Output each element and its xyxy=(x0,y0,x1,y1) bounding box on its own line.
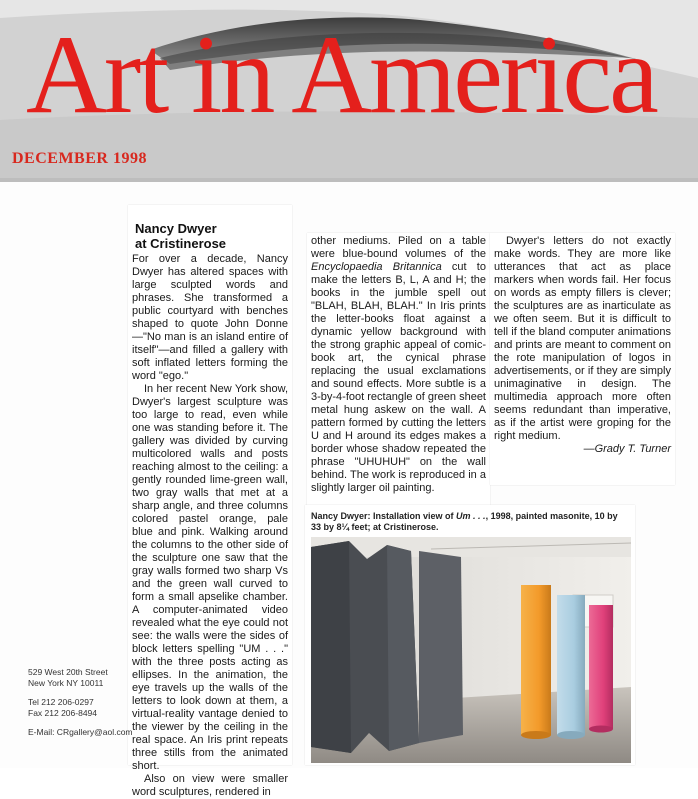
article-paragraph: Dwyer's letters do not exactly make words. They are more like utterances that act as place markers when words fail. Her focus on words as empty fillers is clever; the sculptures are as inarticulate as we often seem. But it is difficult to tell if the bland computer animations and prints are meant to comment on the rote manipulation of logos in advertisements, or if they are simply unimaginative in design. The multimedia approach more often seems redundant than imperative, as if the artist were groping for the right medium. xyxy=(494,235,671,442)
article-column-1 xyxy=(128,205,292,798)
gallery-email: E-Mail: CRgallery@aol.com xyxy=(28,727,133,737)
book-title: Encyclopaedia Britannica xyxy=(311,261,442,273)
paragraph-text: cut to make the letters B, L, A and H; the books in the jumble spell out "BLAH, BLAH, BLAH." In Iris prints the letter-books float against a dynamic yellow background with the strong graphic appeal of comic-book art, the cynical phrase replacing the usual exclamations and sound effects. More subtle is a 3-by-4-foot rectangle of green sheet metal hung askew on the wall. A pattern formed by cutting the letters U and H around its edges makes a border whose shadow repeated the phrase "UHUHUH" on the wall behind. The work is reproduced in a slightly larger oil painting. xyxy=(311,261,486,494)
gallery-fax: Fax 212 206-8494 xyxy=(28,708,97,718)
article-byline: —Grady T. Turner xyxy=(583,443,671,455)
article-paragraph: Also on view were smaller word sculptures, rendered in xyxy=(132,773,288,798)
article-paragraph: For over a decade, Nancy Dwyer has altered spaces with large sculpted words and phrases. She transformed a public courtyard with benches shaped to quote John Donne—"No man is an island entire of itself"—and filled a gallery with soft inflated letters forming the word "ego." xyxy=(132,253,288,382)
magazine-title: Art in America xyxy=(26,13,656,137)
caption-text: , 1998, painted masonite, 10 by 33 by 8¼ feet; at Cristinerose. xyxy=(311,511,618,532)
caption-text: Nancy Dwyer: Installation view of xyxy=(311,511,457,521)
article-column-3 xyxy=(490,233,675,485)
article-headline xyxy=(135,221,288,251)
caption-work-title: Um . . . xyxy=(456,511,486,521)
photo-block xyxy=(305,505,635,765)
masthead xyxy=(0,0,698,182)
installation-photo xyxy=(311,537,631,763)
gallery-city: New York NY 10011 xyxy=(28,678,104,688)
gallery-street: 529 West 20th Street xyxy=(28,667,108,677)
gallery-phone: Tel 212 206-0297 xyxy=(28,697,94,707)
article-column-2 xyxy=(307,233,490,505)
paragraph-text: other mediums. Piled on a table were blue-bound volumes of the xyxy=(311,235,486,260)
issue-date: DECEMBER 1998 xyxy=(12,150,147,167)
article-paragraph: In her recent New York show, Dwyer's largest sculpture was too large to read, even while one was standing before it. The gallery was divided by curving multicolored walls and posts reaching almost to the ceiling: a gently rounded lime-green wall, two gray walls that met at a sharp angle, and three columns colored pastel orange, pale blue and pink. Walking around the columns to the other side of the sculpture one saw that the gray walls formed two sharp Vs and the green wall curved to form a small apselike chamber. A computer-animated video revealed what the eye could not see: the walls were the sides of block letters spelling "UM . . ." with the three posts acting as ellipses. In the animation, the eye travels up the walls of the letters to look down at them, a virtual-reality vantage denied to the viewer by the ceiling in the real space. An Iris print repeats three stills from the animated short. xyxy=(132,383,288,772)
photo-caption xyxy=(311,511,629,533)
headline-artist: Nancy Dwyer xyxy=(135,221,217,236)
article-paragraph xyxy=(311,235,486,495)
gallery-address xyxy=(28,667,138,738)
headline-gallery: at Cristinerose xyxy=(135,236,227,251)
